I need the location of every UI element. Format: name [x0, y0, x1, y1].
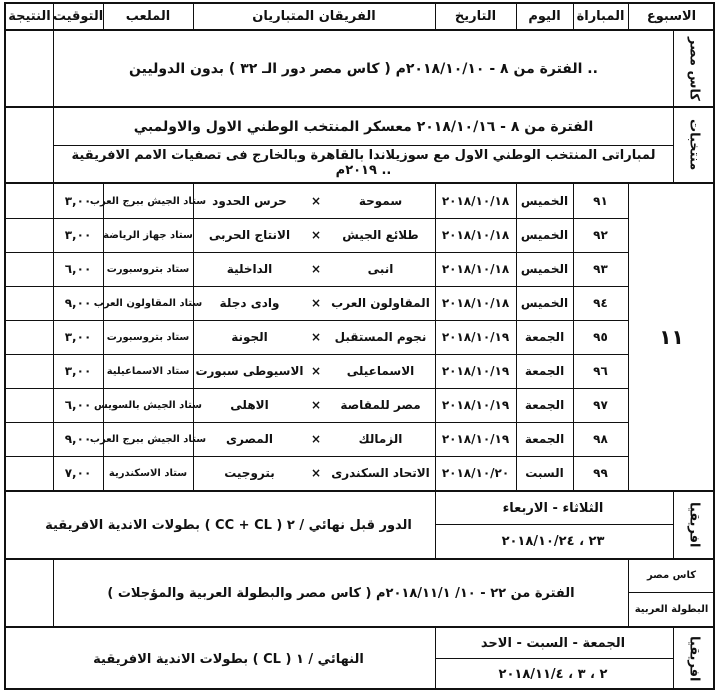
match-vs: ×	[310, 194, 322, 208]
section1-side-label: كاس مصر	[686, 36, 702, 101]
divider	[628, 4, 629, 31]
divider	[435, 628, 436, 690]
divider	[103, 4, 104, 31]
header-stadium: الملعب	[103, 4, 193, 31]
match-away: الجونة	[231, 330, 268, 344]
section5-days: الجمعة - السبت - الاحد	[480, 635, 626, 651]
section3-days: الثلاثاء - الاربعاء	[502, 500, 604, 516]
match-num: ٩٢	[593, 228, 608, 242]
match-date: ٢٠١٨/١٠/١٨	[441, 296, 510, 310]
match-vs: ×	[310, 432, 322, 446]
match-date: ٢٠١٨/١٠/١٩	[441, 432, 510, 446]
divider	[53, 31, 54, 106]
divider	[435, 524, 673, 525]
section3-text: بطولات الاندية الافريقية ( CC + CL ) الدور قبل نهائي / ٢	[45, 517, 412, 533]
divider	[628, 184, 629, 490]
match-vs: ×	[310, 228, 322, 242]
match-day: الجمعة	[524, 330, 565, 344]
match-num: ٩٧	[593, 398, 608, 412]
divider	[673, 31, 674, 106]
match-date: ٢٠١٨/١٠/١٩	[441, 364, 510, 378]
divider	[516, 4, 517, 31]
match-vs: ×	[310, 398, 322, 412]
match-day: الجمعة	[524, 398, 565, 412]
match-num: ٩٦	[593, 364, 608, 378]
section5-dates: ٢ ، ٣ ، ٢٠١٨/١١/٤	[498, 666, 608, 682]
match-away: الاهلى	[230, 398, 269, 412]
match-date: ٢٠١٨/١٠/١٩	[441, 398, 510, 412]
header-result: النتيجة	[6, 4, 53, 31]
section5-side-label: افريقيا	[686, 636, 702, 682]
match-stadium: ستاد بتروسبورت	[106, 263, 190, 275]
match-day: الخميس	[520, 262, 569, 276]
match-away: الانتاج الحربى	[208, 228, 291, 242]
match-away: الاسيوطى سبورت	[195, 364, 304, 378]
match-time: ٦,٠٠	[64, 262, 92, 276]
divider	[193, 4, 194, 31]
header-week: الاسبوع	[628, 4, 715, 31]
match-home: مصر للمقاصة	[340, 398, 421, 412]
match-time: ٣,٠٠	[64, 228, 92, 242]
section1-text: الفترة من ٨ - ٢٠١٨/١٠/١٠م ( كاس مصر دور الـ ٣٢ ) بدون الدوليين ..	[129, 60, 598, 77]
match-vs: ×	[310, 364, 322, 378]
match-num: ٩٨	[593, 432, 608, 446]
match-home: طلائع الجيش	[342, 228, 419, 242]
match-day: السبت	[525, 466, 564, 480]
match-time: ٧,٠٠	[64, 466, 92, 480]
match-day: الجمعة	[524, 364, 565, 378]
match-time: ٩,٠٠	[64, 432, 92, 446]
match-date: ٢٠١٨/١٠/١٨	[441, 262, 510, 276]
match-away: الداخلية	[226, 262, 273, 276]
divider	[628, 560, 629, 626]
match-home: المقاولون العرب	[331, 296, 430, 310]
match-date: ٢٠١٨/١٠/٢٠	[441, 466, 510, 480]
match-time: ٦,٠٠	[64, 398, 92, 412]
match-home: سموحة	[358, 194, 403, 208]
match-away: بتروجيت	[224, 466, 275, 480]
match-home: الزمالك	[358, 432, 403, 446]
match-date: ٢٠١٨/١٠/١٨	[441, 194, 510, 208]
match-day: الجمعة	[524, 432, 565, 446]
match-date: ٢٠١٨/١٠/١٨	[441, 228, 510, 242]
section5-text: بطولات الاندية الافريقية ( CL ) النهائي / ١	[93, 651, 364, 667]
match-stadium: ستاد الجيش ببرج العرب	[89, 433, 207, 445]
match-stadium: ستاد الجيش بالسويس	[94, 399, 202, 411]
header-day: اليوم	[516, 4, 573, 31]
section2-line2: لمباراتى المنتخب الوطني الاول مع سوزيلاندا بالقاهرة وبالخارج فى تصفيات الامم الافريقية ٢٠١٩م ..	[71, 148, 656, 178]
match-time: ٣,٠٠	[64, 330, 92, 344]
section4-side-label-top: كاس مصر	[646, 569, 697, 581]
section2-side-label: منتخبات	[686, 119, 702, 171]
divider	[53, 4, 54, 31]
match-vs: ×	[310, 466, 322, 480]
schedule-sheet	[4, 2, 715, 690]
match-home: الاسماعيلى	[346, 364, 415, 378]
match-day: الخميس	[520, 194, 569, 208]
match-home: انبى	[367, 262, 394, 276]
match-home: الاتحاد السكندرى	[331, 466, 430, 480]
match-home: نجوم المستقبل	[334, 330, 427, 344]
match-vs: ×	[310, 330, 322, 344]
section3-dates: ٢٣ ، ٢٠١٨/١٠/٢٤	[501, 533, 605, 549]
divider	[435, 4, 436, 31]
divider	[573, 4, 574, 31]
match-num: ٩٥	[593, 330, 608, 344]
header-date: التاريخ	[435, 4, 516, 31]
week-number: ١١	[659, 325, 684, 349]
match-day: الخميس	[520, 228, 569, 242]
divider	[435, 492, 436, 558]
match-vs: ×	[310, 262, 322, 276]
divider	[628, 592, 715, 593]
match-stadium: ستاد الاسكندرية	[108, 467, 188, 479]
match-num: ٩٣	[593, 262, 608, 276]
section2-line1: الفترة من ٨ - ٢٠١٨/١٠/١٦ معسكر المنتخب الوطني الاول والاولمبي	[133, 119, 594, 135]
section4-side-label-bottom: البطولة العربية	[634, 603, 709, 615]
match-date: ٢٠١٨/١٠/١٩	[441, 330, 510, 344]
section4-text: الفترة من ٢٢ - ١٠/ ٢٠١٨/١١/١م ( كاس مصر والبطولة العربية والمؤجلات )	[107, 585, 575, 601]
divider	[673, 628, 674, 690]
match-stadium: ستاد بتروسبورت	[106, 331, 190, 343]
match-day: الخميس	[520, 296, 569, 310]
match-num: ٩٤	[593, 296, 608, 310]
match-away: وادى دجلة	[219, 296, 280, 310]
match-time: ٣,٠٠	[64, 364, 92, 378]
divider	[53, 560, 54, 626]
match-stadium: ستاد الاسماعيلية	[106, 365, 190, 377]
match-num: ٩٩	[593, 466, 608, 480]
header-time: التوقيت	[53, 4, 103, 31]
divider	[673, 108, 674, 182]
match-num: ٩١	[593, 194, 608, 208]
header-match: المباراة	[573, 4, 628, 31]
match-stadium: ستاد الجيش ببرج العرب	[89, 195, 207, 207]
match-away: حرس الحدود	[212, 194, 287, 208]
header-teams: الفريقان المتباريان	[193, 4, 435, 31]
match-stadium: ستاد جهاز الرياضة	[103, 229, 193, 241]
divider	[6, 106, 715, 108]
match-away: المصرى	[226, 432, 273, 446]
section3-side-label: افريقيا	[686, 502, 702, 548]
divider	[673, 492, 674, 558]
match-stadium: ستاد المقاولون العرب	[93, 297, 203, 309]
match-time: ٩,٠٠	[64, 296, 92, 310]
match-vs: ×	[310, 296, 322, 310]
match-time: ٣,٠٠	[64, 194, 92, 208]
divider	[435, 658, 673, 659]
